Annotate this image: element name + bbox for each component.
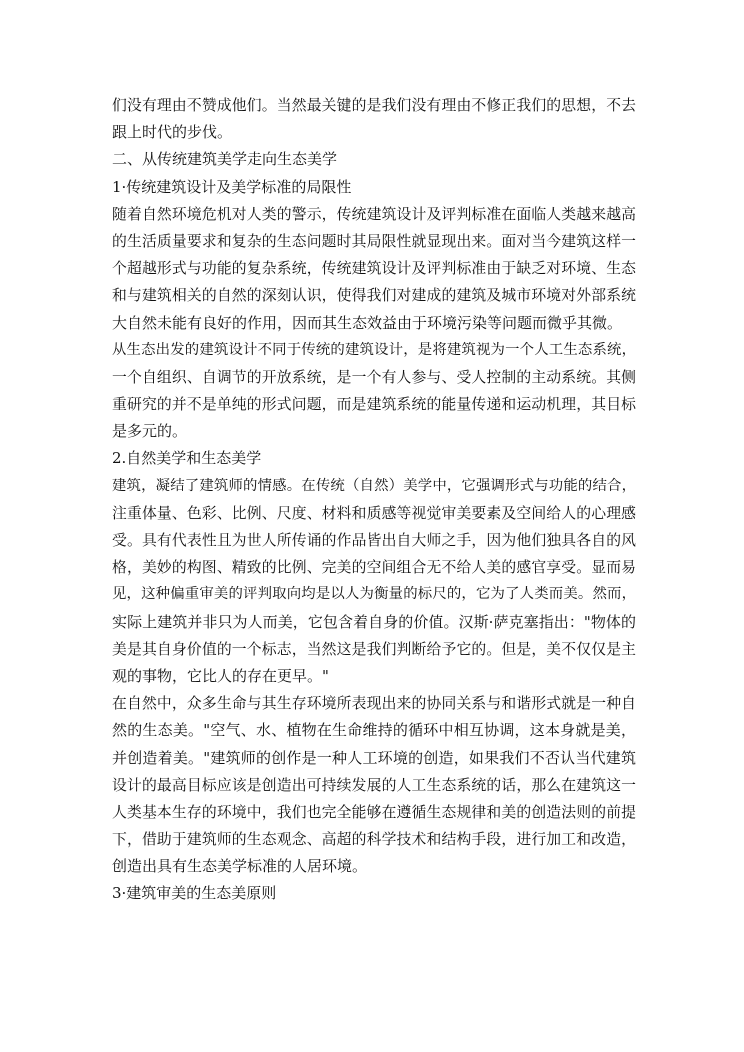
paragraph-line: 人类基本生存的环境中，我们也完全能够在遵循生态规律和美的创造法则的前提 [112,803,636,821]
paragraph-line: 重研究的并不是单纯的形式问题，而是建筑系统的能量传递和运动机理，其目标 [112,396,636,414]
paragraph [112,92,636,146]
paragraph-line: 建筑，凝结了建筑师的情感。在传统（自然）美学中，它强调形式与功能的结合， [112,477,636,494]
paragraph-line: 在自然中，众多生命与其生存环境所表现出来的协同关系与和谐形式就是一种自 [112,695,636,713]
paragraph-line: 一个自组织、自调节的开放系统，是一个有人参与、受人控制的主动系统。其侧 [112,368,636,386]
paragraph-line: 随着自然环境危机对人类的警示，传统建筑设计及评判标准在面临人类越来越高 [112,205,636,223]
paragraph-line: 受。具有代表性且为世人所传诵的作品皆出自大师之手，因为他们独具各自的风 [112,532,636,549]
paragraph-line: 实际上建筑并非只为人而美，它包含着自身的价值。汉斯·萨克塞指出："物体的 [112,612,636,631]
section-heading: 二、从传统建筑美学走向生态美学 [112,150,338,169]
paragraph-line: 并创造着美。"建筑师的创作是一种人工环境的创造，如果我们不否认当代建筑 [112,748,636,767]
paragraph-line: 美是其自身价值的一个标志，当然这是我们判断给予它的。但是，美不仅仅是主 [112,640,636,658]
paragraph-line: 们没有理由不赞成他们。当然最关键的是我们没有理由不修正我们的思想，不去 [112,97,636,114]
paragraph-line: 格，美妙的构图、精致的比例、完美的空间组合无不给人美的感官享受。显而易 [112,559,636,577]
paragraph-line: 创造出具有生态美学标准的人居环境。 [112,857,368,876]
document-page [112,92,636,908]
paragraph [112,201,636,337]
paragraph-line: 下，借助于建筑师的生态观念、高超的科学技术和结构手段，进行加工和改造， [112,831,636,849]
paragraph-line: 观的事物，它比人的存在更早。" [112,666,329,685]
paragraph-line: 从生态出发的建筑设计不同于传统的建筑设计，是将建筑视为一个人工生态系统， [112,341,636,358]
paragraph [112,473,636,691]
paragraph-line: 跟上时代的步伐。 [112,123,233,142]
paragraph-line: 大自然未能有良好的作用，因而其生态效益由于环境污染等问题而微乎其微。 [112,313,623,332]
paragraph-line: 见，这种偏重审美的评判取向均是以人为衡量的标尺的，它为了人类而美。然而， [112,586,636,603]
document-body [112,92,636,908]
paragraph-line: 注重体量、色彩、比例、尺度、材料和质感等视觉审美要素及空间给人的心理感 [112,504,636,522]
paragraph-line: 然的生态美。"空气、水、植物在生命维持的循环中相互协调，这本身就是美， [112,721,636,740]
paragraph [112,337,636,446]
paragraph-line: 设计的最高目标应该是创造出可持续发展的人工生态系统的话，那么在建筑这一 [112,776,636,794]
paragraph-line: 是多元的。 [112,422,188,441]
section-heading: 3·建筑审美的生态美原则 [112,884,277,903]
section-heading: 1·传统建筑设计及美学标准的局限性 [112,177,352,196]
section-heading: 2.自然美学和生态美学 [112,449,262,468]
paragraph-line: 个超越形式与功能的复杂系统，传统建筑设计及评判标准由于缺乏对环境、生态 [112,260,636,278]
paragraph-line: 的生活质量要求和复杂的生态问题时其局限性就显现出来。面对当今建筑这样一 [112,232,636,250]
paragraph [112,690,636,880]
paragraph-line: 和与建筑相关的自然的深刻认识，使得我们对建成的建筑及城市环境对外部系统 [112,287,636,305]
